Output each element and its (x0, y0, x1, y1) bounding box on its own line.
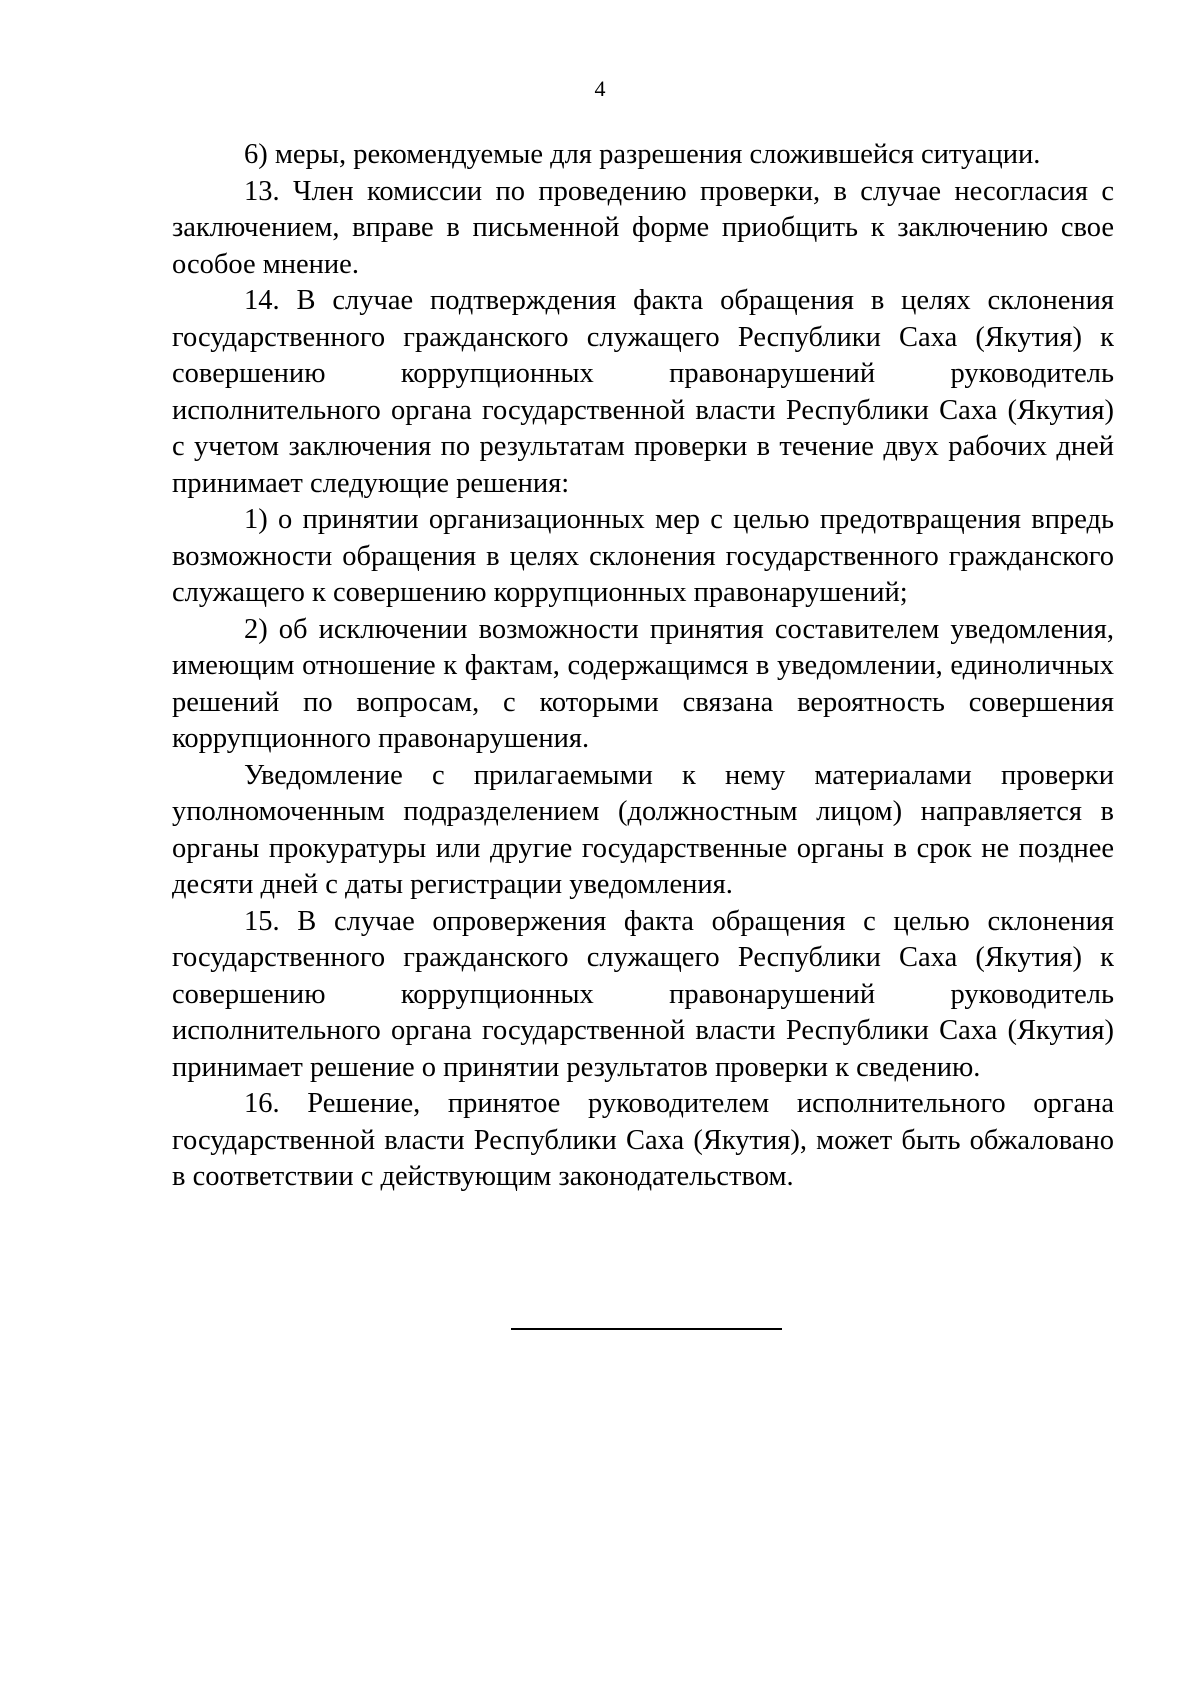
paragraph-16: 16. Решение, принятое руководителем исполнительного органа государственной власти Республики Саха (Якутия), может быть обжаловано в соответствии с действующим законодательством. (172, 1088, 1114, 1192)
paragraph-14-item-2: 2) об исключении возможности принятия составителем уведомления, имеющим отношение к фактам, содержащимся в уведомлении, единоличных решений по вопросам, с которыми связана вероятность совершения коррупционного правонарушения. (172, 613, 1114, 754)
paragraph-notification: Уведомление с прилагаемыми к нему материалами проверки уполномоченным подразделением (должностным лицом) направляется в органы прокуратуры или другие государственные органы в срок не позднее десяти дней с даты регистрации уведомления. (172, 759, 1114, 900)
paragraph-item-6: 6) меры, рекомендуемые для разрешения сложившейся ситуации. (244, 139, 1041, 170)
paragraph-14: 14. В случае подтверждения факта обращения в целях склонения государственного гражданского служащего Республики Саха (Якутия) к совершению коррупционных правонарушений руководитель исполнительного органа государственной власти Республики Саха (Якутия) с учетом заключения по результатам проверки в течение двух рабочих дней принимает следующие решения: (172, 285, 1114, 499)
document-body (172, 137, 1114, 1196)
page-number: 4 (594, 76, 606, 101)
paragraph-13: 13. Член комиссии по проведению проверки, в случае несогласия с заключением, вправе в письменной форме приобщить к заключению свое особое мнение. (172, 175, 1114, 280)
paragraph-15: 15. В случае опровержения факта обращения с целью склонения государственного гражданского служащего Республики Саха (Якутия) к совершению коррупционных правонарушений руководитель исполнительного органа государственной власти Республики Саха (Якутия) принимает решение о принятии результатов проверки к сведению. (172, 905, 1114, 1083)
paragraph-14-item-1: 1) о принятии организационных мер с целью предотвращения впредь возможности обращения в целях склонения государственного гражданского служащего к совершению коррупционных правонарушений; (172, 504, 1114, 608)
end-of-document-rule (511, 1328, 782, 1330)
